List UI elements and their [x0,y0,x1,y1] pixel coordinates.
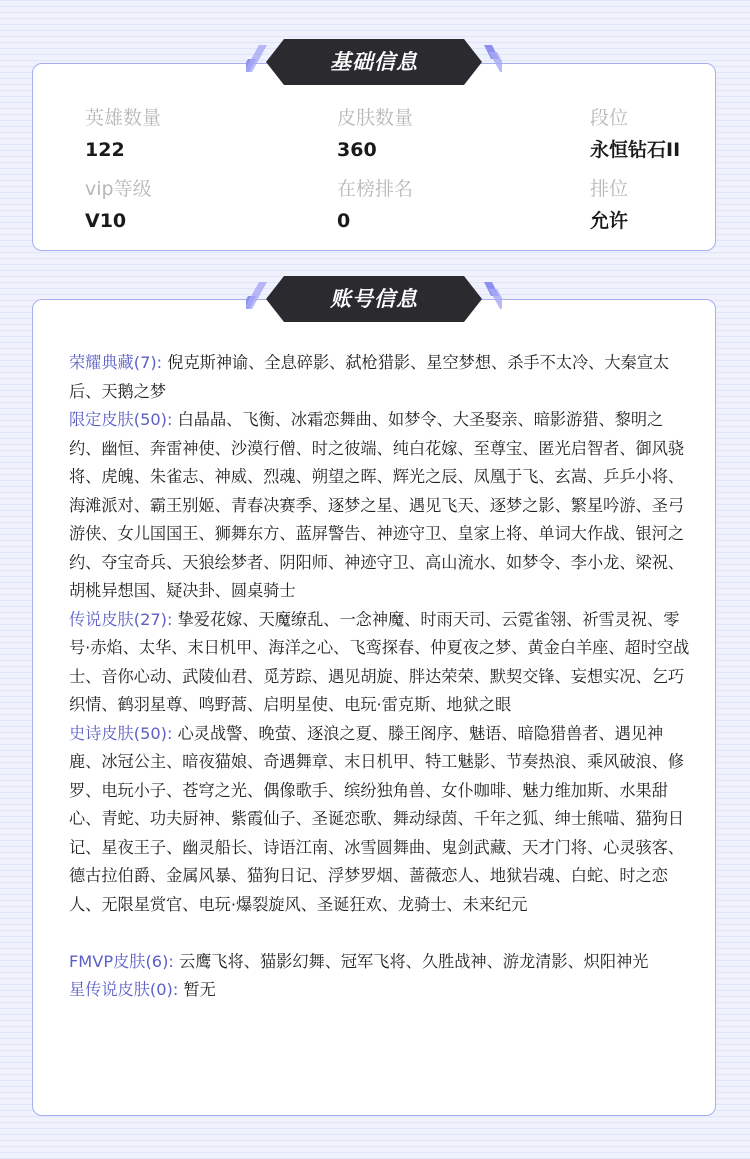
section-title: 账号信息 [330,287,418,311]
category-items: 心灵战警、晚萤、逐浪之夏、滕王阁序、魅语、暗隐猎兽者、遇见神鹿、冰冠公主、暗夜猫娘、奇遇舞章、末日机甲、特工魅影、节奏热浪、乘风破浪、修罗、电玩小子、苍穹之光、偶像歌手、缤纷独角兽、女仆咖啡、魅力维加斯、水果甜心、青蛇、功夫厨神、紫霞仙子、圣诞恋歌、舞动绿茵、千年之狐、绅士熊喵、猫狗日记、星夜王子、幽灵船长、诗语江南、冰雪圆舞曲、鬼剑武藏、天才门将、心灵骇客、德古拉伯爵、金属风暴、猫狗日记、浮梦罗烟、蔷薇恋人、地狱岩魂、白蛇、时之恋人、无限星赏官、电玩·爆裂旋风、圣诞狂欢、龙骑士、未来纪元 [69,723,685,914]
field-value: 0 [337,210,351,232]
field-value: 允许 [590,210,629,232]
field-label: 皮肤数量 [337,107,414,129]
category-label: FMVP皮肤(6): [69,951,174,971]
field-value: 122 [85,139,125,161]
category-label: 限定皮肤(50): [69,410,173,429]
category-items: 挚爱花嫁、天魔缭乱、一念神魔、时雨天司、云霓雀翎、祈雪灵祝、零号·赤焰、太华、末日机甲、海洋之心、飞鸾探春、仲夏夜之梦、黄金白羊座、超时空战士、音你心动、武陵仙君、觅芳踪、遇见胡旋、胖达荣荣、默契交锋、妄想实况、乞巧织情、鹤羽星尊、鸣野蒿、启明星使、电玩·雷克斯、地狱之眼 [69,609,690,714]
category-items: 云鹰飞将、猫影幻舞、冠军飞将、久胜战神、游龙清影、炽阳神光 [179,951,649,971]
field-label: 排位 [590,178,629,200]
field-label: vip等级 [85,178,152,200]
account-info-banner [246,276,502,322]
field-ranked-allowed [590,175,628,236]
field-label: 在榜排名 [337,178,414,200]
skin-category-star-legend [69,976,691,1005]
category-items: 倪克斯神谕、全息碎影、弑枪猎影、星空梦想、杀手不太冷、大秦宣太后、天鹅之梦 [69,353,670,401]
field-rank-tier [590,104,680,165]
field-vip-level [85,175,152,236]
skin-category-glory [69,349,691,406]
category-label: 传说皮肤(27): [69,609,173,629]
field-hero-count [85,104,161,165]
field-label: 英雄数量 [85,107,162,129]
basic-info-banner [246,39,502,85]
field-value: 永恒钻石II [590,139,681,161]
category-label: 史诗皮肤(50): [69,723,173,743]
field-leaderboard-rank [337,175,413,236]
account-info-card [32,299,716,1116]
skin-category-limited [69,406,691,606]
field-value: V10 [85,210,127,232]
section-title: 基础信息 [330,50,418,74]
field-skin-count [337,104,413,165]
category-items: 白晶晶、飞衡、冰霜恋舞曲、如梦令、大圣娶亲、暗影游猎、黎明之约、幽恒、奔雷神使、沙漠行僧、时之彼端、纯白花嫁、至尊宝、匿光启智者、御风骁将、虎魄、朱雀志、神威、烈魂、朔望之晖、辉光之辰、凤凰于飞、玄嵩、乒乒小将、海滩派对、霸王别姬、青春决赛季、逐梦之星、遇见飞天、逐梦之影、繁星吟游、圣弓游侠、女儿国国王、狮舞东方、蓝屏警告、神迹守卫、皇家上将、单词大作战、银河之约、夺宝奇兵、天狼绘梦者、阴阳师、神迹守卫、高山流水、如梦令、李小龙、梁祝、胡桃异想国、疑决卦、圆桌骑士 [69,410,685,600]
skin-category-list [69,349,691,1005]
category-label: 荣耀典藏(7): [69,353,163,372]
skin-category-fmvp [69,948,691,977]
category-label: 星传说皮肤(0): [69,980,179,999]
skin-category-legend [69,606,691,720]
field-label: 段位 [590,107,629,129]
skin-category-epic [69,720,691,920]
basic-info-card [32,63,716,251]
field-value: 360 [337,139,377,161]
spacer [69,919,691,948]
category-items: 暂无 [183,980,216,999]
